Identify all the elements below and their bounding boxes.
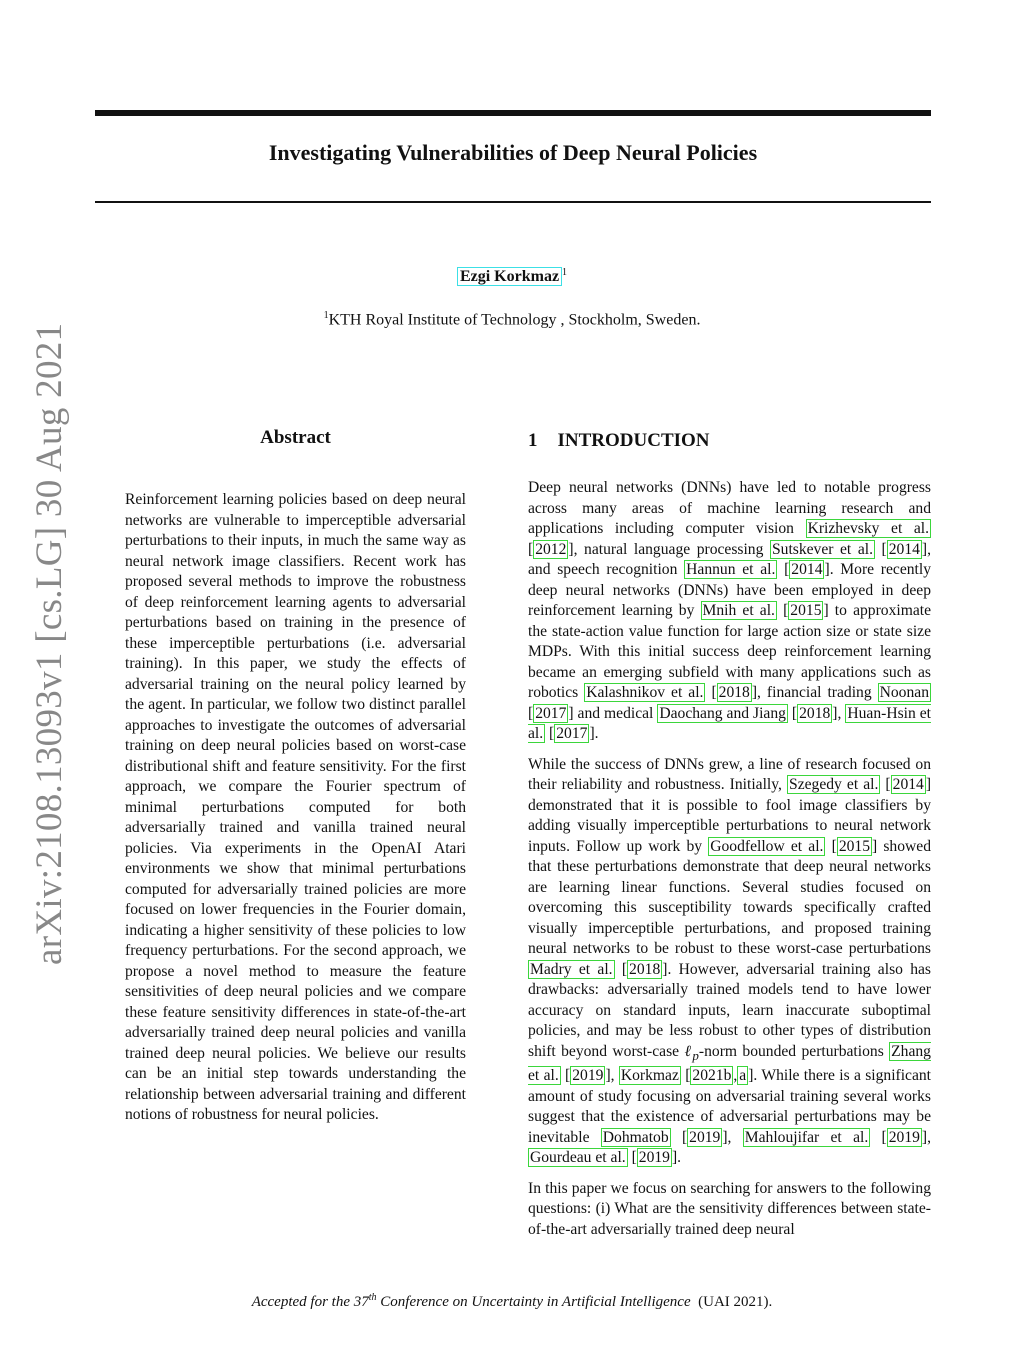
citation-year[interactable]: 2018 [718, 684, 750, 701]
text: , [610, 1067, 619, 1085]
intro-paragraph-3: In this paper we focus on searching for answers to the following questions: (i) What are the sensitivity differences between state-of-the-art adversarially trained deep neural [528, 1179, 931, 1238]
citation-year[interactable]: 2019 [638, 1149, 670, 1167]
text: , financial trading [757, 684, 878, 701]
arxiv-identifier: arXiv:2108.13093v1 [cs.LG] 30 Aug 2021 [29, 322, 70, 965]
citation-goodfellow[interactable]: Goodfellow et al. [710, 837, 824, 855]
affiliation-text: KTH Royal Institute of Technology , Stockholm, Sweden. [328, 311, 701, 329]
ordinal-superscript: th [368, 1292, 377, 1303]
citation-year[interactable]: 2015 [838, 837, 870, 855]
citation-szegedy[interactable]: Szegedy et al. [789, 776, 879, 793]
text: -norm bounded perturbations [698, 1042, 890, 1060]
citation-year[interactable]: 2014 [892, 776, 924, 793]
citation-mahloujifar[interactable]: Mahloujifar et al. [744, 1128, 869, 1146]
text: . [594, 725, 599, 742]
footer-italic [252, 1294, 691, 1310]
footer-venue: (UAI 2021). [698, 1294, 773, 1310]
citation-daochang[interactable]: Daochang and Jiang [659, 704, 786, 722]
text: showed that these perturbations demonstrate that deep neural networks are learning linear functions. Several studies focused on overcoming this susceptibility towards specifically crafted visually imperceptible perturbations, and proposed training neural networks to be robust to these worst-case perturbations [528, 837, 932, 957]
text: While the success of DNNs grew, a line of research focused on their reliability and robustness. Initially, [528, 755, 931, 793]
citation-madry[interactable]: Madry et al. [530, 960, 613, 978]
citation-year[interactable]: 2017 [535, 704, 567, 722]
text: , [927, 1128, 932, 1146]
introduction-body [528, 478, 931, 1250]
text: Deep neural networks (DNNs) have led to notable progress across many areas of machine learning research and applications including computer vision [528, 479, 931, 537]
title-top-rule [95, 110, 931, 116]
citation-year[interactable]: 2018 [629, 960, 661, 978]
footer-note [0, 1292, 1024, 1311]
section-title: INTRODUCTION [557, 430, 710, 451]
section-heading-introduction [528, 430, 710, 452]
citation-year[interactable]: 2014 [888, 540, 920, 558]
citation-year[interactable]: a [739, 1067, 747, 1085]
text: , [727, 1128, 743, 1146]
section-number: 1 [528, 430, 538, 451]
citation-year[interactable]: 2018 [799, 704, 831, 722]
text: , [837, 704, 846, 722]
citation-year[interactable]: 2019 [689, 1128, 721, 1146]
lp-subscript: p [692, 1047, 699, 1063]
abstract-body [125, 490, 466, 1136]
text: demonstrated that it is possible to fool image classifiers by adding visually imperceptible perturbations to neural network inputs. Follow up work by [528, 796, 931, 855]
citation-year[interactable]: 2012 [535, 540, 567, 558]
citation-korkmaz[interactable]: Korkmaz [620, 1067, 679, 1085]
citation-sutskever[interactable]: Sutskever et al. [771, 540, 873, 558]
citation-krizhevsky[interactable]: Krizhevsky et al. [807, 520, 929, 537]
citation-dohmatob[interactable]: Dohmatob [602, 1128, 669, 1146]
intro-paragraph-1: Deep neural networks (DNNs) have led to notable progress across many areas of machine learning research and applications including computer vision Krizhevsky et al. [ 2012 ], natural language processing Sutskever et al. [ 2014 ], and speech recognition Hannun et al. [ 2014 ]. More recently deep neural networks (DNNs) have been employed in deep reinforcement learning by Mnih et al. [ 2015 ] to approximate the state-action value function for large action size or state size MDPs. With this initial success deep reinforcement learning became an emerging subfield with many applications such as robotics Kalashnikov et al. [ 2018 ], financial trading Noonan [ 2017 ] and medical Daochang and Jiang [ 2018 ], Huan-Hsin et al. [ 2017 ]. [528, 479, 932, 742]
lp-symbol: ℓ [684, 1042, 693, 1060]
citation-noonan[interactable]: Noonan [879, 684, 929, 701]
text: , and speech recognition [528, 540, 932, 578]
citation-year[interactable]: 2014 [791, 561, 823, 578]
intro-paragraph-2: While the success of DNNs grew, a line of research focused on their reliability and robustness. Initially, Szegedy et al. [ 2014 ] demonstrated that it is possible to fool image classifiers by adding visually imperceptible perturbations to neural network inputs. Follow up work by Goodfellow et al. [ 2015 ] showed that these perturbations demonstrate that deep neural networks are learning linear functions. Several studies focused on overcoming this susceptibility towards specifically crafted visually imperceptible perturbations, and proposed training neural networks to be robust to these worst-case perturbations Madry et al. [ 2018 ]. However, adversarial training also has drawbacks: adversarially trained models tend to have lower accuracy on standard inputs, learn inaccurate suboptimal policies, and may be less robust to other types of distribution shift beyond worst-case ℓ$_p$-norm bounded perturbations Zhang et al. [ 2019 ], Korkmaz [ 2021b , a ]. While there is a significant amount of study focusing on adversarial training several works suggest that the existence of adversarial perturbations may be inevitable Dohmatob [ 2019 ], Mahloujifar et al. [ 2019 ], Gourdeau et al. [ 2019 ]. [528, 755, 932, 1167]
citation-huan-hsin[interactable]: Huan-Hsin et al. [528, 704, 931, 742]
citation-year[interactable]: 2015 [790, 602, 822, 619]
citation-kalashnikov[interactable]: Kalashnikov et al. [586, 684, 704, 701]
citation-zhang[interactable]: Zhang et al. [528, 1042, 931, 1085]
text: . While there is a significant amount of study focusing on adversarial training several works suggest that the existence of adversarial perturbations may be inevitable [528, 1067, 932, 1146]
text: . However, adversarial training also has drawbacks: adversarially trained models tend to have lower accuracy on standard inputs, learn inaccurate suboptimal policies, and may be less robust to other types of distribution shift beyond worst-case [528, 960, 932, 1060]
text: to approximate the state-action value function for large action size or state size MDPs. With this initial success deep reinforcement learning became an emerging subfield with many applications such as robotics [528, 602, 932, 701]
text: Conference on Uncertainty in Artificial Intelligence [376, 1294, 691, 1310]
title-bottom-rule [95, 201, 931, 203]
author-affiliation-mark: 1 [562, 267, 568, 278]
text: , natural language processing [573, 540, 770, 558]
citation-mnih[interactable]: Mnih et al. [702, 602, 775, 619]
text: and medical [573, 704, 658, 722]
citation-year[interactable]: 2017 [556, 725, 588, 742]
affiliation-mark: 1 [323, 310, 329, 321]
citation-year[interactable]: 2019 [572, 1067, 604, 1085]
text: Accepted for the 37 [251, 1294, 369, 1310]
citation-year[interactable]: 2019 [888, 1128, 920, 1146]
paper-title: Investigating Vulnerabilities of Deep Neural Policies [268, 140, 758, 165]
author-line [0, 267, 1024, 286]
author-name-link[interactable]: Ezgi Korkmaz [457, 267, 562, 286]
citation-hannun[interactable]: Hannun et al. [686, 561, 776, 578]
abstract-heading: Abstract [260, 427, 331, 448]
affiliation [0, 310, 1024, 329]
text: . [677, 1149, 682, 1167]
citation-year[interactable]: 2021b [692, 1067, 732, 1085]
citation-gourdeau[interactable]: Gourdeau et al. [530, 1149, 626, 1167]
text: . More recently deep neural networks (DNNs) have been employed in deep reinforcement learning by [528, 561, 932, 619]
abstract-text: Reinforcement learning policies based on deep neural networks are vulnerable to imperceptible adversarial perturbations to their inputs, in much the same way as neural network image classifiers. Recent work has proposed several methods to improve the robustness of deep reinforcement learning agents to adversarial perturbations based on training in the presence of these imperceptible perturbations (i.e. adversarial training). In this paper, we study the effects of adversarial training on the neural policy learned by the agent. In particular, we follow two distinct parallel approaches to investigate the outcomes of adversarial training on deep neural policies based on worst-case distributional shift and feature sensitivity. For the first approach, we compare the Fourier spectrum of minimal perturbations computed for both adversarially trained and vanilla trained neural policies. Via experiments in the OpenAI Atari environments we show that minimal perturbations computed for adversarially trained policies are more focused on lower frequencies in the Fourier domain, indicating a higher sensitivity of these policies to low frequency perturbations. For the second approach, we propose a novel method to measure the feature sensitivities of deep neural policies and we compare these feature sensitivity differences in state-of-the-art adversarially trained deep neural policies and vanilla trained deep neural policies. We believe our results can be an initial step towards understanding the relationship between adversarial training and different notions of robustness for neural policies. [125, 491, 466, 1123]
